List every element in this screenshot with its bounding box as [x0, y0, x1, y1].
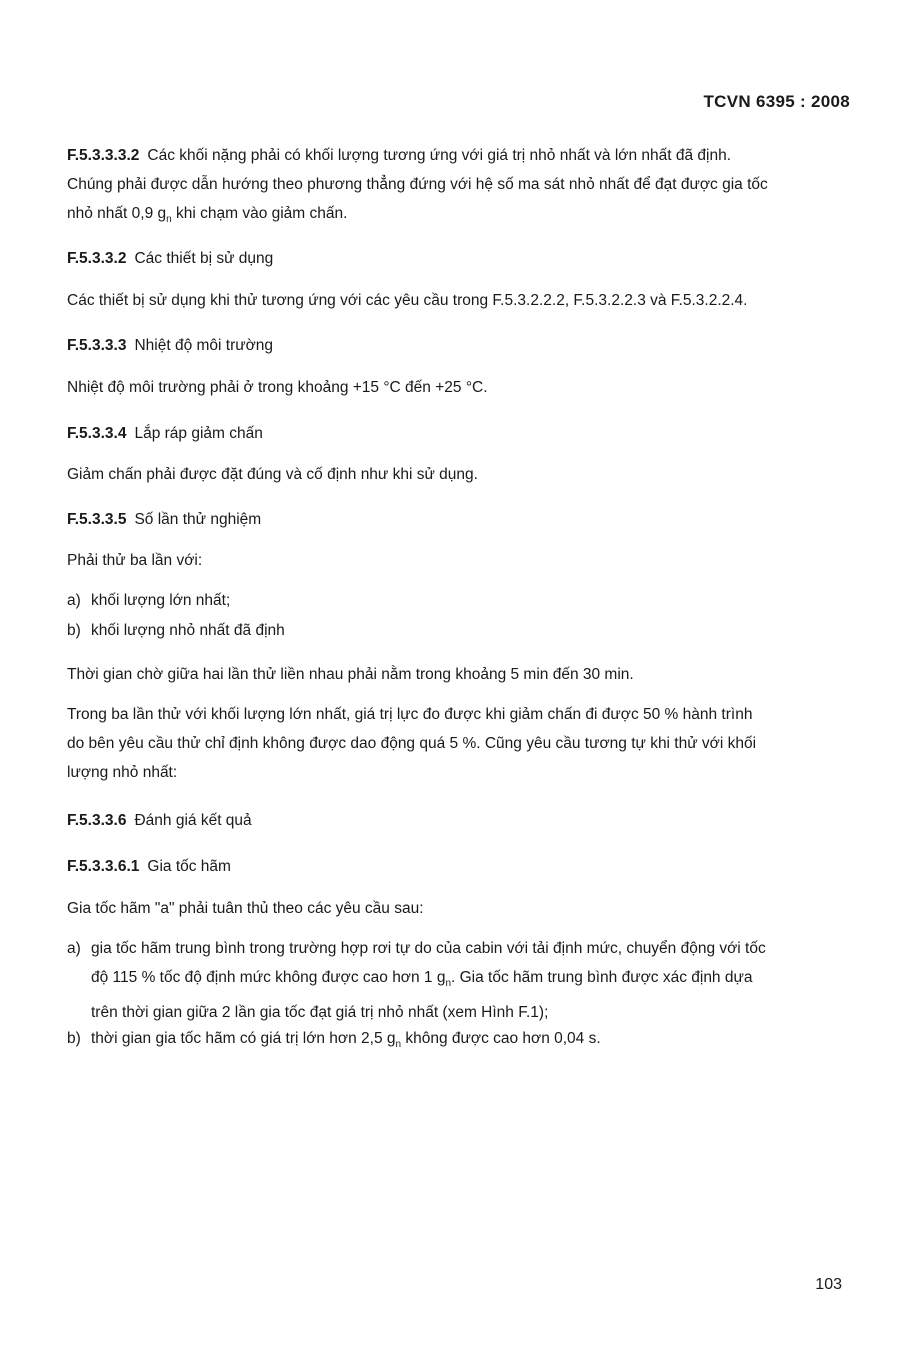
page-number: 103: [815, 1276, 842, 1293]
list-marker: a): [67, 940, 81, 957]
list-item-text: khối lượng lớn nhất;: [91, 592, 231, 609]
paragraph-text: do bên yêu cầu thử chỉ định không được dao động quá 5 %. Cũng yêu cầu tương tự khi thử với khối: [67, 735, 757, 752]
section-number: F.5.3.3.6.1: [67, 858, 140, 875]
section-number: F.5.3.3.3: [67, 337, 127, 354]
section-heading: [67, 331, 857, 360]
list-item-text: gia tốc hãm trung bình trong trường hợp rơi tự do của cabin với tải định mức, chuyển động với tốc độ 115 % tốc độ định mức không được cao hơn 1 $g_n$. Gia tốc hãm trung bình được xác định dựa trên thời gian giữa 2 lần gia tốc đạt giá trị nhỏ nhất (xem Hình F.1);: [91, 940, 766, 1022]
section-title: Nhiệt độ môi trường: [134, 337, 274, 354]
paragraph-text: nhỏ nhất 0,9 $g_n$ khi chạm vào giảm chấn.: [67, 205, 348, 226]
section-heading: [67, 806, 857, 835]
list-item: [67, 934, 857, 1027]
paragraph-block: [67, 700, 857, 787]
section-title: Số lần thử nghiệm: [134, 511, 262, 528]
section-title: Lắp ráp giảm chấn: [134, 425, 263, 442]
section-title: Đánh giá kết quả: [134, 812, 252, 829]
paragraph-text: Thời gian chờ giữa hai lần thử liền nhau phải nằm trong khoảng 5 min đến 30 min.: [67, 666, 634, 683]
list-item-text: thời gian gia tốc hãm có giá trị lớn hơn 2,5 $g_n$ không được cao hơn 0,04 s.: [91, 1030, 601, 1051]
section-heading: [67, 244, 857, 273]
section-title: Gia tốc hãm: [147, 858, 231, 875]
section-number: F.5.3.3.3.2: [67, 147, 140, 164]
standard-code: TCVN 6395 : 2008: [703, 92, 850, 111]
paragraph-text: lượng nhỏ nhất:: [67, 764, 178, 781]
list-item: [67, 616, 857, 645]
section-heading: [67, 419, 857, 448]
list-item-text: khối lượng nhỏ nhất đã định: [91, 622, 285, 639]
paragraph-text: Nhiệt độ môi trường phải ở trong khoảng +15 °C đến +25 °C.: [67, 379, 488, 396]
paragraph-text: Chúng phải được dẫn hướng theo phương thẳng đứng với hệ số ma sát nhỏ nhất để đạt được gia tốc: [67, 176, 768, 193]
paragraph-text: Trong ba lần thử với khối lượng lớn nhất, giá trị lực đo được khi giảm chấn đi được 50 % hành trình: [67, 706, 753, 723]
list-marker: b): [67, 622, 81, 639]
paragraph-text: Các thiết bị sử dụng khi thử tương ứng với các yêu cầu trong F.5.3.2.2.2, F.5.3.2.2.3 và F.5.3.2.2.4.: [67, 292, 748, 309]
section-masses: [67, 141, 857, 234]
paragraph-text: Các khối nặng phải có khối lượng tương ứng với giá trị nhỏ nhất và lớn nhất đã định.: [147, 147, 732, 164]
section-number: F.5.3.3.2: [67, 250, 127, 267]
list-marker: b): [67, 1030, 81, 1047]
section-heading: [67, 852, 857, 881]
list-item: [67, 586, 857, 615]
section-number: F.5.3.3.5: [67, 511, 127, 528]
list-item: [67, 1024, 857, 1059]
section-heading: [67, 505, 857, 534]
section-title: Các thiết bị sử dụng: [134, 250, 274, 267]
paragraph-text: Gia tốc hãm "a" phải tuân thủ theo các yêu cầu sau:: [67, 900, 424, 917]
list-marker: a): [67, 592, 81, 609]
section-number: F.5.3.3.6: [67, 812, 127, 829]
section-number: F.5.3.3.4: [67, 425, 127, 442]
paragraph-text: Giảm chấn phải được đặt đúng và cố định như khi sử dụng.: [67, 466, 478, 483]
paragraph-text: Phải thử ba lần với:: [67, 552, 203, 569]
